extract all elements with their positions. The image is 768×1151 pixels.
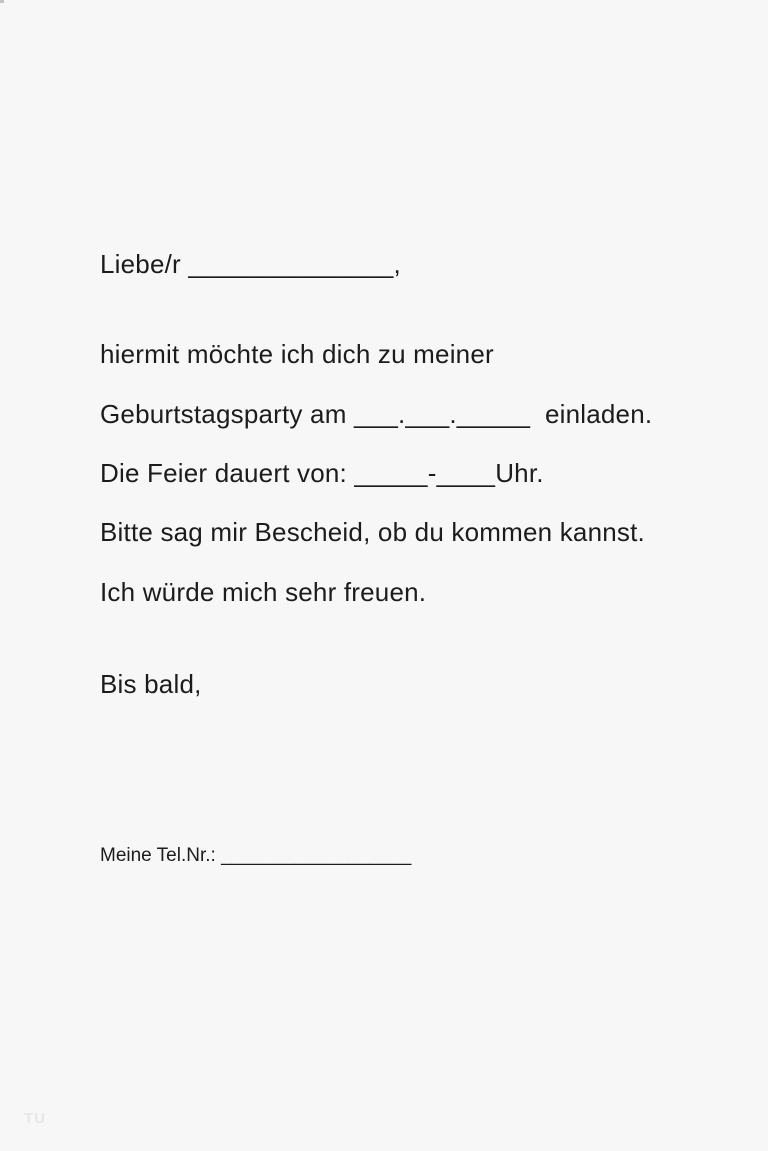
body-line-date: Geburtstagsparty am ___.___._____ einladen.: [100, 399, 653, 429]
phone-number-line: Meine Tel.Nr.: __________________: [100, 845, 412, 866]
body-line-hope: Ich würde mich sehr freuen.: [100, 577, 427, 607]
body-line-intro: hiermit möchte ich dich zu meiner: [100, 339, 494, 369]
body-line-rsvp: Bitte sag mir Bescheid, ob du kommen kannst.: [100, 517, 645, 547]
watermark: TU: [24, 1110, 46, 1127]
closing-line: Bis bald,: [100, 669, 202, 699]
scan-artifact-speck: [0, 0, 4, 3]
salutation-line: Liebe/r ______________,: [100, 249, 401, 279]
body-line-time: Die Feier dauert von: _____-____Uhr.: [100, 458, 544, 488]
